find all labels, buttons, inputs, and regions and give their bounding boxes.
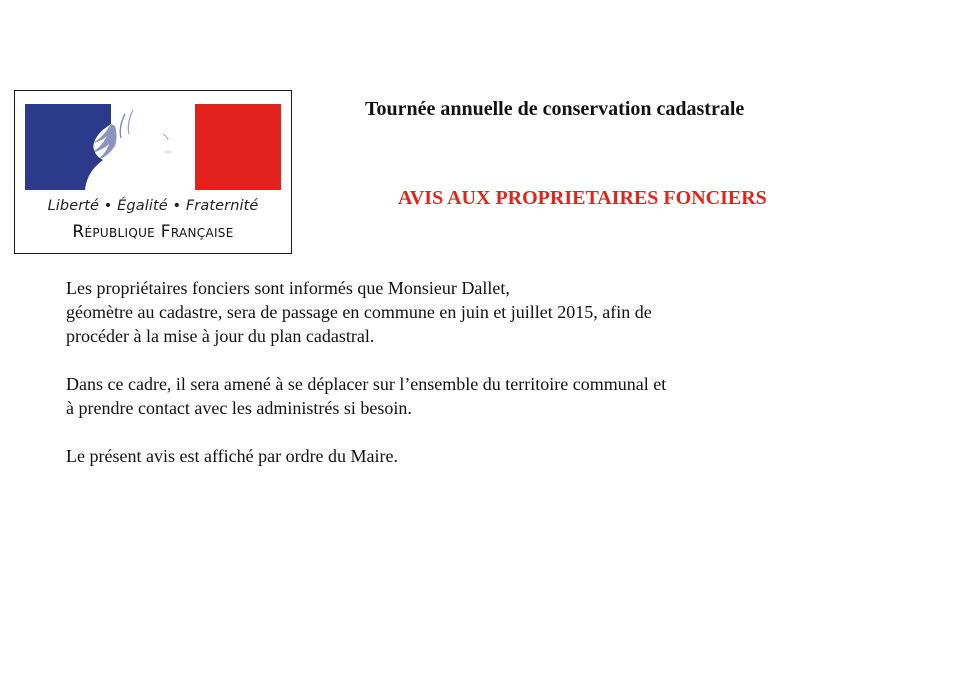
logo-republic-name: République Française: [72, 222, 234, 242]
logo-motto: Liberté • Égalité • Fraternité: [47, 198, 259, 214]
paragraph-announcement: [66, 276, 926, 348]
notice-body: [66, 276, 926, 492]
notice-heading: AVIS AUX PROPRIETAIRES FONCIERS: [398, 187, 767, 209]
text-line: Les propriétaires fonciers sont informés que Monsieur Dallet,: [66, 278, 510, 298]
text-line: géomètre au cadastre, sera de passage en commune en juin et juillet 2015, afin de: [66, 302, 652, 322]
republique-francaise-logo: [14, 90, 292, 254]
text-line: Dans ce cadre, il sera amené à se déplacer sur l’ensemble du territoire communal et: [66, 374, 667, 394]
paragraph-authority: [66, 444, 926, 468]
document-title: Tournée annuelle de conservation cadastrale: [365, 98, 745, 120]
text-line: procéder à la mise à jour du plan cadastral.: [66, 326, 375, 346]
text-line: à prendre contact avec les administrés si besoin.: [66, 398, 412, 418]
text-line: Le présent avis est affiché par ordre du Maire.: [66, 446, 399, 466]
paragraph-context: [66, 372, 926, 420]
marianne-emblem-icon: [25, 104, 281, 190]
